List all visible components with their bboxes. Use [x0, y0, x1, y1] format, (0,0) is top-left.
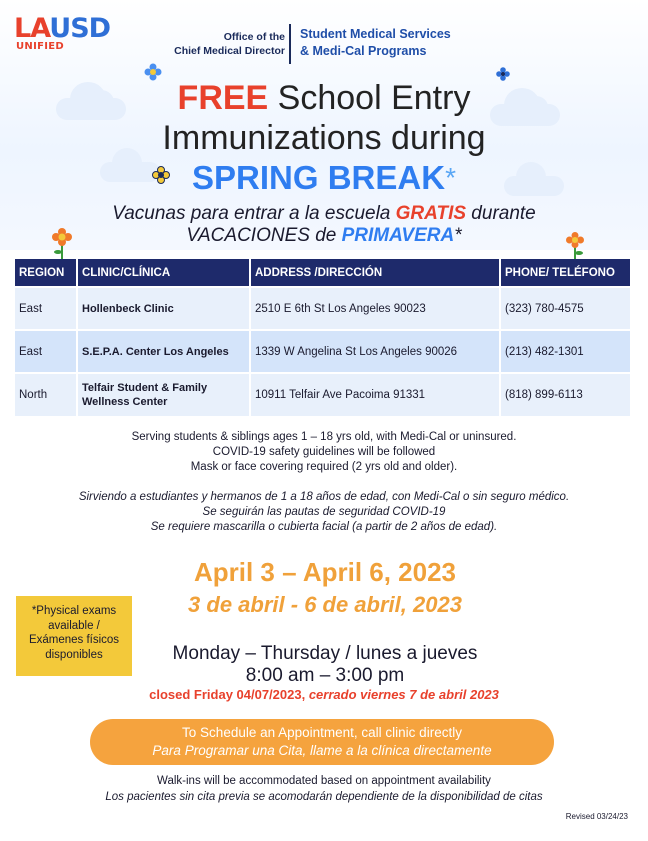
region-cell: North [15, 373, 77, 416]
eligibility-info-english: Serving students & siblings ages 1 – 18 yrs old, with Medi-Cal or uninsured. COVID-19 safety guidelines will be followed Mask or face covering required (2 yrs old and older). [131, 431, 517, 473]
region-cell: East [15, 330, 77, 373]
event-dates-english: April 3 – April 6, 2023 [193, 557, 457, 587]
column-header: CLINIC/CLÍNICA [77, 259, 250, 287]
region-cell: East [15, 287, 77, 330]
title-line-2: Immunizations during [162, 119, 486, 157]
table-header-row [15, 259, 630, 287]
phone-cell: (213) 482-1301 [500, 330, 630, 373]
spanish-title-line-2: VACACIONES de PRIMAVERA* [186, 225, 462, 246]
event-dates-spanish: 3 de abril - 6 de abril, 2023 [188, 592, 462, 617]
revised-date: Revised 03/24/23 [565, 812, 628, 821]
column-header: REGION [15, 259, 77, 287]
lausd-logo: LAUSD UNIFIED [14, 13, 111, 52]
title-line-3: SPRING BREAK* [192, 159, 456, 196]
eligibility-info-spanish: Sirviendo a estudiantes y hermanos de 1 a 18 años de edad, con Medi-Cal o sin seguro médico. Se seguirán las pautas de seguridad COVID-19 Se requiere mascarilla o cubierta facial (a partir de 2 años de edad). [78, 491, 570, 533]
column-header: PHONE/ TELÉFONO [500, 259, 630, 287]
walkins-note-spanish: Los pacientes sin cita previa se acomodarán dependiente de la disponibilidad de citas [105, 791, 543, 803]
clinic-cell: Telfair Student & Family Wellness Center [77, 373, 250, 416]
schedule-appointment-banner: To Schedule an Appointment, call clinic directly Para Programar una Cita, llame a la clínica directamente [90, 719, 554, 765]
clinic-days: Monday – Thursday / lunes a jueves [172, 643, 478, 664]
clinic-hours: 8:00 am – 3:00 pm [245, 665, 405, 686]
walkins-note-english: Walk-ins will be accommodated based on appointment availability [157, 775, 491, 787]
address-cell: 10911 Telfair Ave Pacoima 91331 [250, 373, 500, 416]
closed-notice: closed Friday 04/07/2023, cerrado viernes 7 de abril 2023 [149, 687, 499, 702]
office-name: Office of the Chief Medical Director [174, 31, 285, 57]
address-cell: 2510 E 6th St Los Angeles 90023 [250, 287, 500, 330]
phone-cell: (323) 780-4575 [500, 287, 630, 330]
column-header: ADDRESS /DIRECCIÓN [250, 259, 500, 287]
table-row [15, 287, 630, 330]
address-cell: 1339 W Angelina St Los Angeles 90026 [250, 330, 500, 373]
clinic-table [15, 259, 630, 416]
clinic-cell: Hollenbeck Clinic [77, 287, 250, 330]
title-line-1: FREE School Entry [177, 79, 471, 117]
phone-cell: (818) 899-6113 [500, 373, 630, 416]
table-row [15, 330, 630, 373]
clinic-cell: S.E.P.A. Center Los Angeles [77, 330, 250, 373]
department-name: Student Medical Services & Medi-Cal Programs [300, 27, 451, 58]
spanish-title-line-1: Vacunas para entrar a la escuela GRATIS durante [112, 203, 536, 224]
table-row [15, 373, 630, 416]
physical-exams-note: *Physical exams available / Exámenes físicos disponibles [16, 596, 132, 676]
header-divider [289, 24, 291, 64]
